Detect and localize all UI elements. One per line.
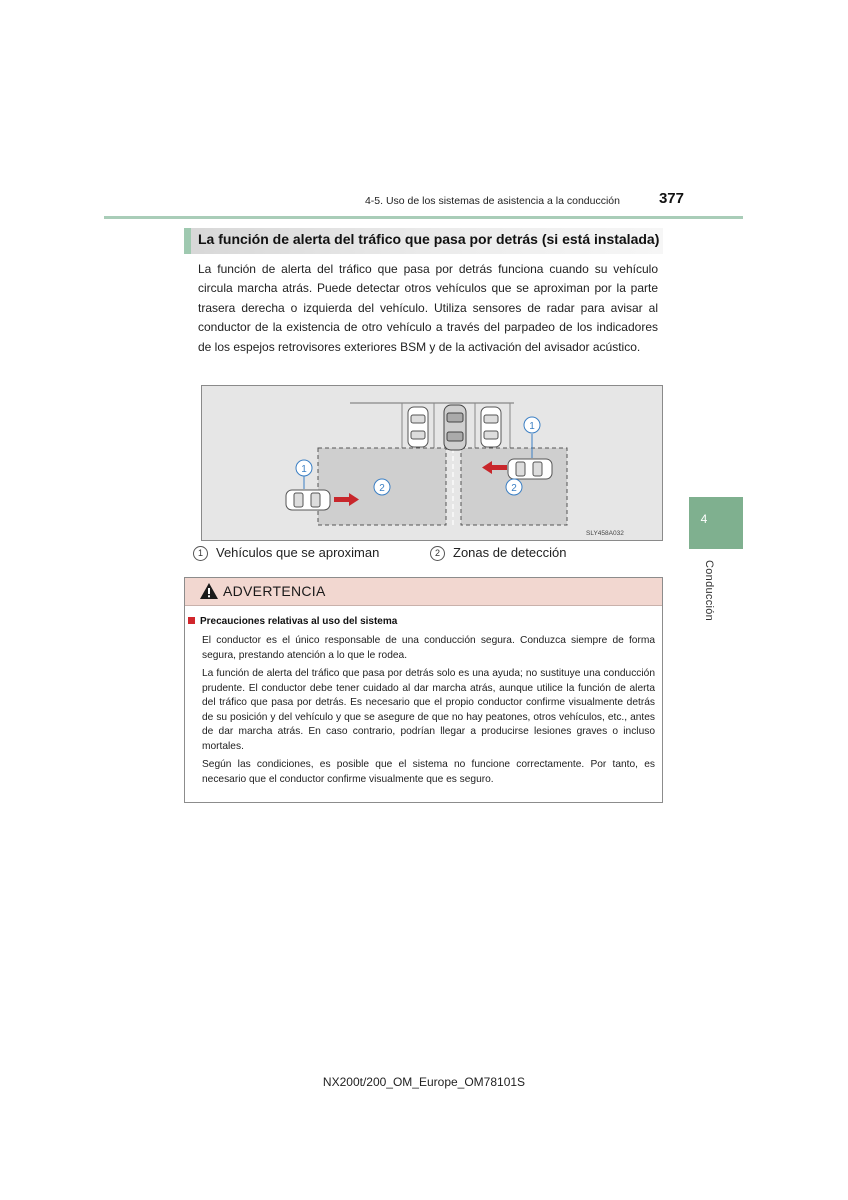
warning-paragraph: La función de alerta del tráfico que pasa por detrás solo es una ayuda; no sustituye una conducción prudente. El conductor debe tener cuidado al dar marcha atrás, aunque utilice la función de alerta del tráfico que pasa por detrás. Es necesario que el propio conductor confirme visualmente detrás de su posición y del vehículo y que se asegure de que no hay peatones, otros vehículos, etc., antes de dar marcha atrás. En caso contrario, podrían llegar a producirse lesiones graves o incluso mortales. <box>202 668 655 752</box>
rcta-illustration <box>201 385 663 541</box>
callout-label: 2 <box>379 483 385 494</box>
figure-code: SLY458A032 <box>586 530 624 537</box>
approaching-car-left <box>286 490 330 510</box>
intro-paragraph: La función de alerta del tráfico que pasa por detrás funciona cuando su vehículo circula marcha atrás. Puede detectar otros vehículos que se aproximan por la parte trasera derecha o izquierda del vehículo. Utiliza sensores de radar para avisar al conductor de la existencia de otro vehículo a través del parpadeo de los indicadores de los espejos retrovisores exteriores BSM y de la activación del avisador acústico. <box>198 262 658 354</box>
warning-header <box>185 578 662 606</box>
warning-title: ADVERTENCIA <box>223 583 326 599</box>
footer-document-code: NX200t/200_OM_Europe_OM78101S <box>322 1075 526 1089</box>
legend-item-zones <box>430 545 566 561</box>
legend-text: Zonas de detección <box>453 545 567 560</box>
warning-subhead-text: Precauciones relativas al uso del sistema <box>200 616 398 627</box>
heading-accent-bar <box>184 228 191 254</box>
legend-text: Vehículos que se aproximan <box>216 545 380 560</box>
callout-1-left <box>296 460 312 476</box>
legend-marker: 2 <box>430 546 445 561</box>
chapter-label: Conducción <box>703 560 715 622</box>
callout-1-right <box>524 417 540 433</box>
section-heading <box>184 228 663 254</box>
header-rule <box>104 216 743 219</box>
running-header-section: 4-5. Uso de los sistemas de asistencia a la conducción <box>364 195 620 207</box>
callout-label: 1 <box>301 464 307 475</box>
parked-car-right <box>481 407 501 447</box>
warning-paragraph: Según las condiciones, es posible que el sistema no funcione correctamente. Por tanto, es necesario que el conductor confirme visualmente que es seguro. <box>202 759 655 785</box>
approaching-car-right <box>508 459 552 479</box>
chapter-number: 4 <box>700 512 708 526</box>
reversing-car <box>444 405 466 450</box>
callout-2-right <box>506 479 522 495</box>
warning-box <box>184 577 663 803</box>
callout-label: 1 <box>529 421 535 432</box>
chapter-tab[interactable] <box>689 497 743 549</box>
parking-lot-diagram <box>202 386 662 540</box>
red-bullet-icon <box>188 617 195 624</box>
section-title: La función de alerta del tráfico que pasa por detrás (si está instalada) <box>198 231 660 247</box>
warning-triangle-icon <box>199 582 219 600</box>
warning-subhead <box>188 616 397 627</box>
page-number: 377 <box>658 190 684 207</box>
legend-marker: 1 <box>193 546 208 561</box>
legend-item-approaching <box>193 545 379 561</box>
callout-2-left <box>374 479 390 495</box>
warning-paragraph: El conductor es el único responsable de una conducción segura. Conduzca siempre de forma segura, prestando atención a lo que le rodea. <box>202 635 655 661</box>
callout-label: 2 <box>511 483 517 494</box>
parked-car-left <box>408 407 428 447</box>
